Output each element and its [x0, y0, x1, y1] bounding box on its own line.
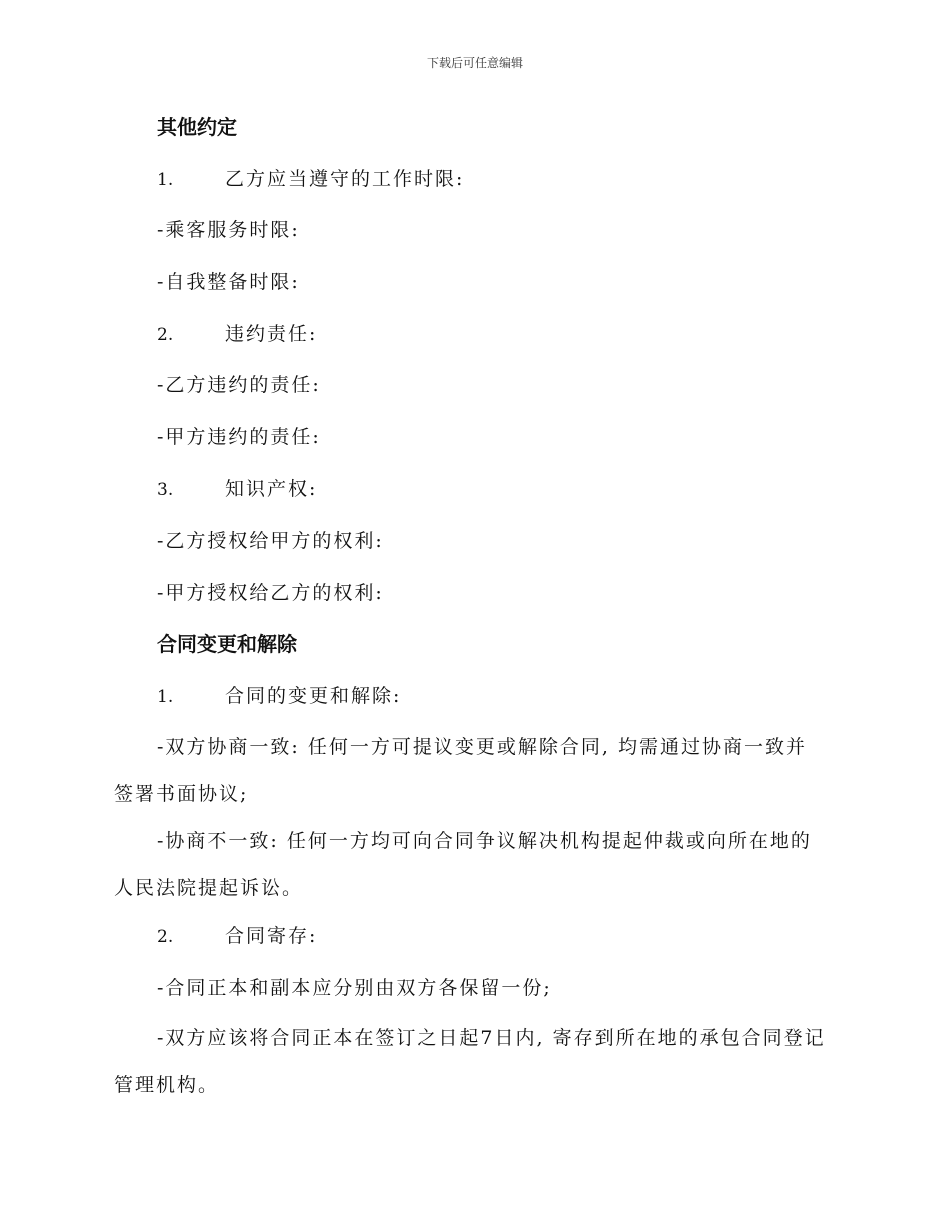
item-number: 3.: [157, 480, 174, 500]
numbered-item: [157, 684, 401, 709]
sub-item: -乘客服务时限:: [157, 219, 300, 241]
item-text: 合同的变更和解除:: [225, 685, 402, 707]
sub-item: -乙方违约的责任:: [157, 374, 321, 396]
paragraph: -双方协商一致: 任何一方可提议变更或解除合同, 均需通过协商一致并签署书面协议;: [114, 736, 807, 805]
item-number: 2.: [157, 927, 174, 947]
sub-item: -合同正本和副本应分别由双方各保留一份;: [157, 977, 552, 999]
paragraph: -双方应该将合同正本在签订之日起7日内, 寄存到所在地的承包合同登记管理机构。: [114, 1027, 826, 1096]
numbered-item: [157, 322, 317, 347]
numbered-item: [157, 167, 464, 192]
item-number: 1.: [157, 170, 174, 190]
item-number: 2.: [157, 325, 174, 345]
numbered-item: [157, 924, 317, 949]
page-header: 下载后可任意编辑: [426, 56, 523, 70]
sub-item: -甲方授权给乙方的权利:: [157, 582, 384, 604]
numbered-item: [157, 477, 317, 502]
item-text: 合同寄存:: [225, 925, 318, 947]
sub-item: -自我整备时限:: [157, 271, 300, 293]
section-title-contract-change: 合同变更和解除: [157, 632, 297, 656]
item-text: 违约责任:: [225, 323, 318, 345]
item-number: 1.: [157, 687, 174, 707]
item-text: 知识产权:: [225, 478, 318, 500]
item-text: 乙方应当遵守的工作时限:: [225, 168, 465, 190]
sub-item: -甲方违约的责任:: [157, 426, 321, 448]
section-title-other-agreements: 其他约定: [157, 115, 237, 139]
sub-item: -乙方授权给甲方的权利:: [157, 530, 384, 552]
paragraph: -协商不一致: 任何一方均可向合同争议解决机构提起仲裁或向所在地的人民法院提起诉讼。: [114, 830, 812, 899]
